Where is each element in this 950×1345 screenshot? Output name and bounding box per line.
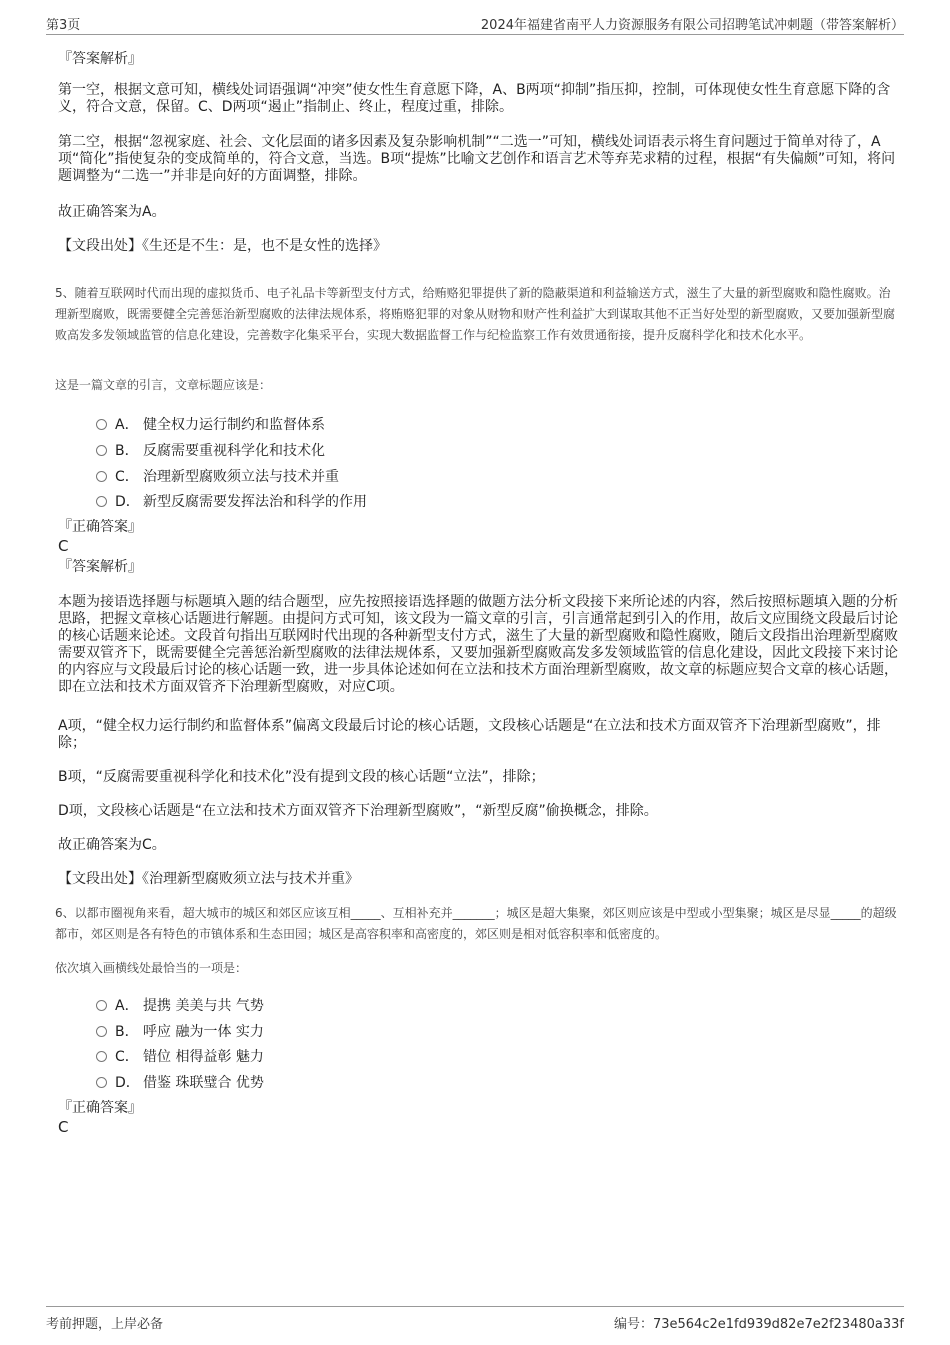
radio-icon[interactable] (96, 445, 107, 456)
q6-option-d[interactable]: D． 借鉴 珠联璧合 优势 (96, 1072, 264, 1090)
radio-icon[interactable] (96, 1077, 107, 1088)
q6-answer-label: 『正确答案』 (58, 1100, 142, 1116)
q5-analysis-paragraph-3: B项，“反腐需要重视科学化和技术化”没有提到文段的核心话题“立法”，排除； (58, 769, 545, 785)
q6-option-b[interactable]: B． 呼应 融为一体 实力 (96, 1021, 264, 1039)
q6-option-a[interactable]: A． 提携 美美与共 气势 (96, 995, 264, 1013)
q5-option-a[interactable]: A． 健全权力运行制约和监督体系 (96, 414, 325, 432)
q4-conclusion: 故正确答案为A。 (58, 204, 166, 220)
q4-analysis-paragraph-2: 第二空，根据“忽视家庭、社会、文化层面的诸多因素及复杂影响机制”“二选一”可知，横线处词语表示将生育问题过于简单对待了，A项“简化”指使复杂的变成简单的，符合文意，当选。B项“提炼”比喻文艺创作和语言艺术等弃芜求精的过程，根据“有失偏颇”可知，将问题调整为“二选一”并非是向好的方面调整，排除。 (58, 134, 896, 184)
q5-conclusion: 故正确答案为C。 (58, 837, 166, 853)
radio-icon[interactable] (96, 1026, 107, 1037)
q5-analysis-paragraph-1: 本题为接语选择题与标题填入题的结合题型，应先按照接语选择题的做题方法分析文段接下来所论述的内容，然后按照标题填入题的分析思路，把握文章核心话题进行解题。由提问方式可知，该文段为一篇文章的引言，引言通常起到引入的作用，故后文应围绕文段最后讨论的核心话题来论述。文段首句指出互联网时代出现的各种新型支付方式，滋生了大量的新型腐败和隐性腐败，随后文段指出治理新型腐败需要双管齐下，既需要健全完善惩治新型腐败的法律法规体系，又要加强新型腐败高发多发领域监管的信息化建设，因此文段接下来讨论的内容应与文段最后讨论的核心话题一致，进一步具体论述如何在立法和技术方面治理新型腐败，故文章的标题应契合文章的核心话题，即在立法和技术方面双管齐下治理新型腐败，对应C项。 (58, 594, 898, 695)
q5-answer-label: 『正确答案』 (58, 519, 142, 535)
document-id: 编号：73e564c2e1fd939d82e7e2f23480a33f (613, 1317, 904, 1332)
q6-option-c[interactable]: C． 错位 相得益彰 魅力 (96, 1046, 264, 1064)
q5-option-b[interactable]: B． 反腐需要重视科学化和技术化 (96, 440, 325, 458)
footer-slogan: 考前押题，上岸必备 (46, 1317, 164, 1332)
q5-option-c[interactable]: C． 治理新型腐败须立法与技术并重 (96, 466, 339, 484)
q5-answer: C (58, 537, 69, 555)
radio-icon[interactable] (96, 419, 107, 430)
q5-stem: 5、随着互联网时代而出现的虚拟货币、电子礼品卡等新型支付方式，给贿赂犯罪提供了新的隐蔽渠道和利益输送方式，滋生了大量的新型腐败和隐性腐败。治理新型腐败，既需要健全完善惩治新型腐败的法律法规体系，将贿赂犯罪的对象从财物和财产性利益扩大到谋取其他不正当好处型的新型腐败，又要加强新型腐败高发多发领域监管的信息化建设，完善数字化集采平台，实现大数据监督工作与纪检监察工作有效贯通衔接，提升反腐科学化和技术化水平。 (55, 286, 896, 342)
q5-analysis-label: 『答案解析』 (58, 559, 142, 575)
q5-source: 【文段出处】《治理新型腐败须立法与技术并重》 (58, 871, 359, 887)
radio-icon[interactable] (96, 496, 107, 507)
radio-icon[interactable] (96, 1051, 107, 1062)
q6-question: 依次填入画横线处最恰当的一项是： (55, 961, 248, 975)
q4-source: 【文段出处】《生还是不生：是，也不是女性的选择》 (58, 238, 387, 254)
q6-stem: 6、以都市圈视角来看，超大城市的城区和郊区应该互相_____、互相补充并_______；城区是超大集聚，郊区则应该是中型或小型集聚；城区是尽显_____的超级都市，郊区则是各有特色的市镇体系和生态田园；城区是高容积率和高密度的，郊区则是相对低容积率和低密度的。 (55, 906, 897, 941)
q5-analysis-paragraph-2: A项，“健全权力运行制约和监督体系”偏离文段最后讨论的核心话题，文段核心话题是“在立法和技术方面双管齐下治理新型腐败”，排除； (58, 718, 881, 751)
page-header (46, 14, 904, 35)
radio-icon[interactable] (96, 471, 107, 482)
q4-analysis-paragraph-1: 第一空，根据文意可知，横线处词语强调“冲突”使女性生育意愿下降，A、B两项“抑制”指压抑，控制，可体现使女性生育意愿下降的含义，符合文意，保留。C、D两项“遏止”指制止、终止，程度过重，排除。 (58, 82, 891, 115)
radio-icon[interactable] (96, 1000, 107, 1011)
q5-analysis-paragraph-4: D项，文段核心话题是“在立法和技术方面双管齐下治理新型腐败”，“新型反腐”偷换概念，排除。 (58, 803, 658, 819)
document-title: 2024年福建省南平人力资源服务有限公司招聘笔试冲刺题（带答案解析） (480, 18, 904, 33)
page-footer (46, 1306, 904, 1335)
q5-option-d[interactable]: D． 新型反腐需要发挥法治和科学的作用 (96, 491, 367, 509)
analysis-label: 『答案解析』 (58, 51, 142, 67)
q5-question: 这是一篇文章的引言，文章标题应该是： (55, 378, 272, 392)
q6-answer: C (58, 1118, 69, 1136)
page-number: 第3页 (46, 18, 81, 33)
